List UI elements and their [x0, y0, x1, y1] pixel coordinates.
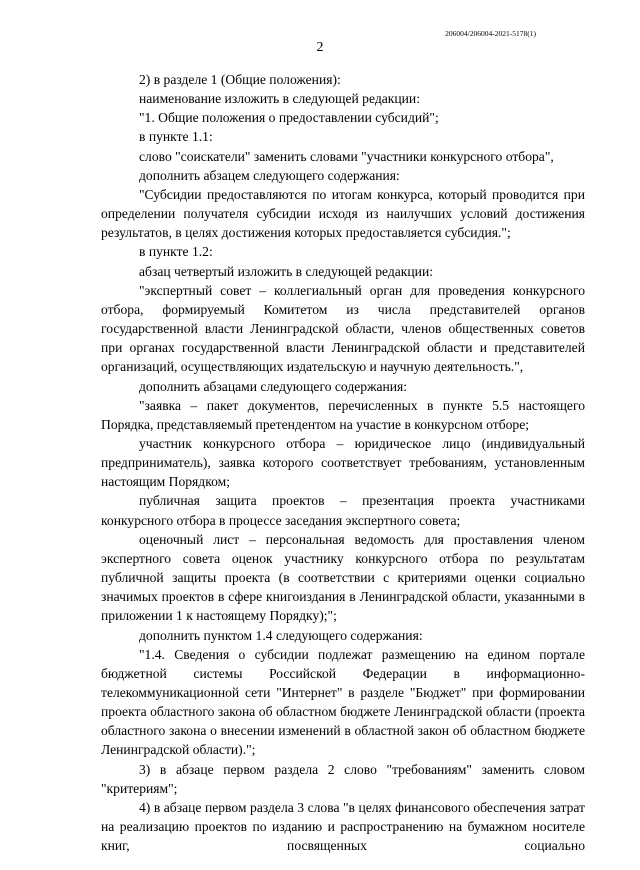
paragraph: 2) в разделе 1 (Общие положения):	[139, 72, 341, 87]
paragraph: наименование изложить в следующей редакции:	[139, 91, 420, 107]
paragraph: публичная защита проектов – презентация проекта участниками конкурсного отбора в процессе заседания экспертного совета;	[101, 493, 585, 528]
paragraph: оценочный лист – персональная ведомость для проставления членом экспертного совета оценок участнику конкурсного отбора по результатам публичной защиты проекта (в соответствии с критериями оценки социально значимых проектов в сфере книгоиздания в Ленинградской области, указанными в приложении 1 к настоящему Порядку);";	[101, 531, 585, 624]
paragraph: "заявка – пакет документов, перечисленных в пункте 5.5 настоящего Порядка, представляемый претендентом на участие в конкурсном отборе;	[101, 397, 585, 432]
paragraph: "Субсидии предоставляются по итогам конкурса, который проводится при определении получателя субсидии исходя из наилучших условий достижения результатов, в целях достижения которых предоставляется субсидия.";	[101, 186, 585, 241]
paragraph: в пункте 1.1:	[139, 129, 213, 145]
paragraph: "1. Общие положения о предоставлении субсидий";	[139, 110, 439, 126]
paragraph: дополнить абзацем следующего содержания:	[139, 167, 400, 183]
page-number: 2	[316, 40, 324, 55]
paragraph: 3) в абзаце первом раздела 2 слово "требованиям" заменить словом "критериям";	[101, 761, 585, 796]
paragraph: слово "соискатели" заменить словами "участники конкурсного отбора",	[139, 148, 554, 164]
paragraph: 4) в абзаце первом раздела 3 слова "в целях финансового обеспечения затрат на реализацию проектов по изданию и распространению на бумажном носителе книг, посвященных социально	[101, 799, 585, 854]
document-code: 206004/206004-2021-5178(1)	[445, 29, 536, 38]
paragraph: "экспертный совет – коллегиальный орган для проведения конкурсного отбора, формируемый Комитетом из числа представителей органов государственной власти Ленинградской области, членов общественных советов при органах государственной власти Ленинградской области и представителей организаций, осуществляющих издательскую и научную деятельность.",	[101, 282, 585, 375]
paragraph: абзац четвертый изложить в следующей редакции:	[139, 263, 434, 279]
document-body	[101, 70, 585, 855]
paragraph: участник конкурсного отбора – юридическое лицо (индивидуальный предприниматель), заявка которого соответствует требованиям, установленным настоящим Порядком;	[101, 435, 585, 490]
paragraph: дополнить пунктом 1.4 следующего содержания:	[139, 627, 423, 643]
paragraph: "1.4. Сведения о субсидии подлежат размещению на едином портале бюджетной системы Российской Федерации в информационно-телекоммуникационной сети "Интернет" в разделе "Бюджет" при формировании проекта областного закона об областном бюджете Ленинградской области (проекта областного закона о внесении изменений в областной закон об областном бюджете Ленинградской области).";	[101, 646, 585, 758]
paragraph: дополнить абзацами следующего содержания:	[139, 378, 408, 394]
paragraph: в пункте 1.2:	[139, 244, 213, 260]
